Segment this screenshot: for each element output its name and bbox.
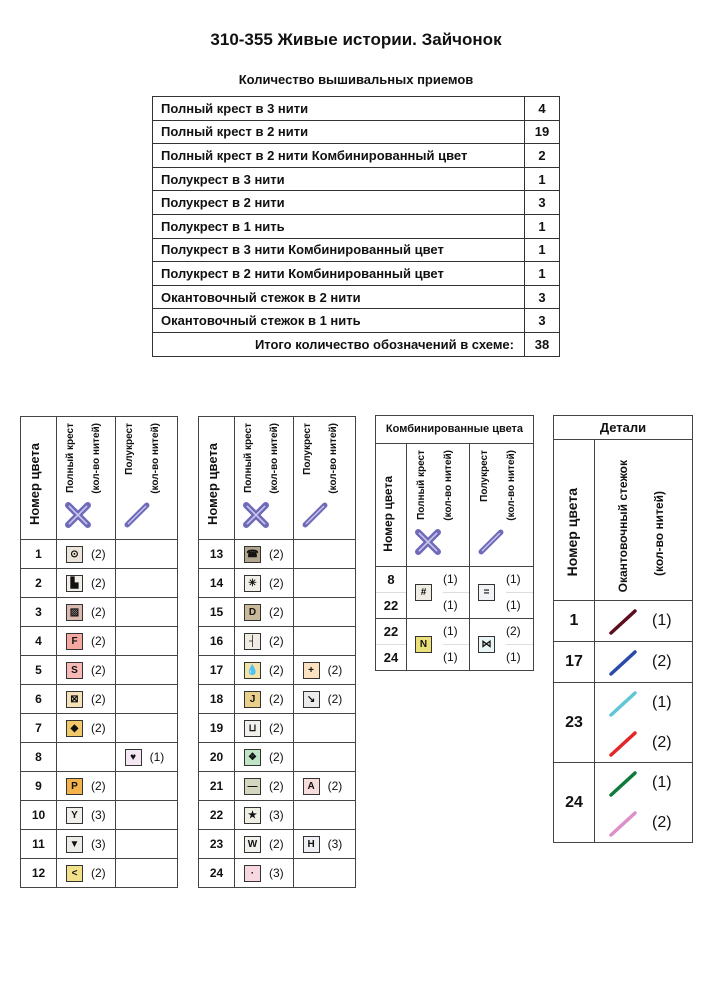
full-cross-count: (2) xyxy=(269,692,284,706)
palette-row xyxy=(21,656,178,685)
summary-value: 2 xyxy=(525,144,560,168)
color-number: 17 xyxy=(199,656,235,685)
summary-row xyxy=(153,120,560,144)
palette-row xyxy=(21,772,178,801)
backstitch-line-icon xyxy=(608,690,638,718)
combined-header-num xyxy=(376,444,407,567)
backstitch-count: (2) xyxy=(652,734,672,751)
full-cross-cell xyxy=(407,567,470,619)
palette-row xyxy=(199,772,356,801)
color-number: 13 xyxy=(199,540,235,569)
summary-total-row xyxy=(153,332,560,356)
palette-row xyxy=(21,830,178,859)
palette-table-left xyxy=(20,416,178,888)
summary-label: Полукрест в 3 нити Комбинированный цвет xyxy=(153,238,525,262)
half-cross-count: (2) xyxy=(327,779,343,793)
palette-row xyxy=(199,627,356,656)
summary-value: 3 xyxy=(525,285,560,309)
summary-label: Полный крест в 3 нити xyxy=(153,97,525,121)
header-thread-count-label: (кол-во нитей) xyxy=(269,423,280,494)
combined-colors-table xyxy=(375,415,534,671)
summary-row xyxy=(153,238,560,262)
full-cross-cell xyxy=(57,569,116,598)
palette-row xyxy=(21,714,178,743)
color-number: 3 xyxy=(21,598,57,627)
half-cross-cell xyxy=(115,656,177,685)
summary-row xyxy=(153,144,560,168)
color-number: 18 xyxy=(199,685,235,714)
full-cross-symbol: < xyxy=(66,865,83,882)
combined-color-numbers xyxy=(376,567,407,619)
header-half-cross-label: Полукрест xyxy=(479,450,490,502)
summary-total-value: 38 xyxy=(525,332,560,356)
full-cross-count: (2) xyxy=(91,576,106,590)
half-cross-cell xyxy=(293,569,355,598)
summary-value: 1 xyxy=(525,262,560,286)
full-cross-cell xyxy=(235,598,294,627)
color-number: 11 xyxy=(21,830,57,859)
summary-label: Окантовочный стежок в 1 нить xyxy=(153,309,525,333)
palette-row xyxy=(21,598,178,627)
full-cross-count: (2) xyxy=(91,721,106,735)
color-number: 10 xyxy=(21,801,57,830)
summary-label: Полукрест в 2 нити xyxy=(153,191,525,215)
full-cross-count: (2) xyxy=(91,634,106,648)
full-cross-symbol: — xyxy=(244,778,261,795)
half-cross-cell xyxy=(293,714,355,743)
combined-header-full xyxy=(407,444,470,567)
half-cross-symbol: ♥ xyxy=(125,749,142,766)
full-cross-cell xyxy=(407,619,470,671)
half-cross-cell xyxy=(293,830,355,859)
full-cross-count: (1) xyxy=(443,650,458,664)
half-cross-count: (2) xyxy=(327,692,343,706)
full-cross-symbol: F xyxy=(66,633,83,650)
full-cross-symbol: ❖ xyxy=(244,749,261,766)
full-cross-symbol: ⊠ xyxy=(66,691,83,708)
summary-row xyxy=(153,309,560,333)
full-cross-symbol: · xyxy=(244,865,261,882)
header-thread-count-label: (кол-во нитей) xyxy=(506,450,517,521)
summary-label: Полукрест в 2 нити Комбинированный цвет xyxy=(153,262,525,286)
summary-total-label: Итого количество обозначений в схеме: xyxy=(153,332,525,356)
color-number: 16 xyxy=(199,627,235,656)
palette-row xyxy=(21,540,178,569)
full-cross-count: (2) xyxy=(269,576,284,590)
half-cross-cell xyxy=(470,567,534,619)
full-cross-symbol: D xyxy=(244,604,261,621)
palette-row xyxy=(21,859,178,888)
header-full-cross xyxy=(235,417,294,540)
full-cross-count: (2) xyxy=(269,750,284,764)
full-cross-cell xyxy=(57,772,116,801)
half-cross-cell xyxy=(115,743,177,772)
header-half-cross xyxy=(115,417,177,540)
full-cross-symbol: ☎ xyxy=(244,546,261,563)
half-cross-count: (2) xyxy=(327,663,343,677)
half-cross-cell xyxy=(293,685,355,714)
details-row xyxy=(554,642,692,683)
details-table xyxy=(553,415,693,843)
header-color-number xyxy=(21,417,57,540)
color-number: 22 xyxy=(376,619,406,645)
header-full-cross-label: Полный крест xyxy=(65,423,76,493)
full-cross-icon xyxy=(415,529,441,555)
full-cross-cell xyxy=(235,627,294,656)
palette-row xyxy=(21,569,178,598)
combined-row xyxy=(376,567,533,619)
full-cross-count: (2) xyxy=(91,779,106,793)
backstitch-count: (1) xyxy=(652,774,672,791)
palette-row xyxy=(199,801,356,830)
combined-colors-title: Комбинированные цвета xyxy=(376,416,533,444)
color-number: 8 xyxy=(376,567,406,593)
palette-header-row xyxy=(199,417,356,540)
full-cross-cell xyxy=(57,859,116,888)
full-cross-count: (2) xyxy=(91,547,106,561)
half-cross-cell xyxy=(293,540,355,569)
summary-value: 4 xyxy=(525,97,560,121)
color-number: 15 xyxy=(199,598,235,627)
color-number: 12 xyxy=(21,859,57,888)
palette-row xyxy=(199,830,356,859)
half-cross-count: (3) xyxy=(327,837,343,851)
summary-value: 1 xyxy=(525,214,560,238)
color-number: 5 xyxy=(21,656,57,685)
half-cross-cell xyxy=(293,772,355,801)
full-cross-icon xyxy=(65,502,91,528)
page-title: 310-355 Живые истории. Зайчонок xyxy=(210,30,502,49)
palette-row xyxy=(21,685,178,714)
full-cross-count: (2) xyxy=(91,866,106,880)
backstitch-count: (1) xyxy=(652,694,672,711)
full-cross-count: (2) xyxy=(269,547,284,561)
combined-row xyxy=(376,619,533,671)
full-cross-symbol: N xyxy=(415,636,432,653)
color-number: 21 xyxy=(199,772,235,801)
header-color-number-label: Номер цвета xyxy=(381,476,395,552)
summary-row xyxy=(153,285,560,309)
half-cross-cell xyxy=(115,540,177,569)
half-cross-cell xyxy=(115,859,177,888)
full-cross-symbol: 💧 xyxy=(244,662,261,679)
full-cross-count: (2) xyxy=(91,605,106,619)
header-thread-count-label: (кол-во нитей) xyxy=(652,491,666,576)
header-color-number-label: Номер цвета xyxy=(205,442,220,525)
backstitch-line-icon xyxy=(608,810,638,838)
color-number: 23 xyxy=(199,830,235,859)
details-title: Детали xyxy=(554,416,692,440)
full-cross-cell xyxy=(235,714,294,743)
summary-value: 1 xyxy=(525,238,560,262)
summary-row xyxy=(153,214,560,238)
backstitch-count: (1) xyxy=(652,612,672,629)
combined-header-half xyxy=(470,444,534,567)
full-cross-count: (2) xyxy=(269,663,284,677)
full-cross-count: (2) xyxy=(269,605,284,619)
full-cross-symbol: ▨ xyxy=(66,604,83,621)
details-header xyxy=(554,440,692,601)
palette-row xyxy=(199,714,356,743)
header-thread-count-label: (кол-во нитей) xyxy=(327,423,339,494)
summary-row xyxy=(153,167,560,191)
combined-color-numbers xyxy=(376,619,407,671)
combined-header-row xyxy=(376,444,533,567)
header-color-number xyxy=(199,417,235,540)
full-cross-cell xyxy=(235,540,294,569)
full-cross-count: (3) xyxy=(91,837,106,851)
full-cross-cell xyxy=(235,656,294,685)
palette-row xyxy=(21,801,178,830)
half-cross-icon xyxy=(478,529,504,555)
full-cross-symbol: ▼ xyxy=(66,836,83,853)
color-number: 4 xyxy=(21,627,57,656)
full-cross-count: (1) xyxy=(443,598,458,612)
full-cross-symbol: ◆ xyxy=(66,720,83,737)
color-number: 17 xyxy=(565,653,583,670)
full-cross-cell xyxy=(57,714,116,743)
palette-row xyxy=(199,859,356,888)
full-cross-cell xyxy=(235,743,294,772)
half-cross-symbol: ⋈ xyxy=(478,636,495,653)
palette-row xyxy=(21,743,178,772)
full-cross-cell xyxy=(235,801,294,830)
palette-row xyxy=(199,569,356,598)
full-cross-symbol: Y xyxy=(66,807,83,824)
backstitch-line-icon xyxy=(608,649,638,677)
details-row xyxy=(554,683,692,763)
full-cross-symbol: # xyxy=(415,584,432,601)
backstitch-line-icon xyxy=(608,730,638,758)
full-cross-symbol: ┤ xyxy=(244,633,261,650)
color-number: 9 xyxy=(21,772,57,801)
half-cross-symbol: = xyxy=(478,584,495,601)
header-half-cross-label: Полукрест xyxy=(123,423,135,475)
color-number: 7 xyxy=(21,714,57,743)
full-cross-cell xyxy=(235,830,294,859)
full-cross-count: (1) xyxy=(443,619,469,645)
summary-label: Окантовочный стежок в 2 нити xyxy=(153,285,525,309)
half-cross-cell xyxy=(293,801,355,830)
half-cross-cell xyxy=(470,619,534,671)
half-cross-cell xyxy=(293,859,355,888)
half-cross-cell xyxy=(293,656,355,685)
color-number: 20 xyxy=(199,743,235,772)
full-cross-icon xyxy=(243,502,269,528)
color-number: 1 xyxy=(569,612,579,629)
full-cross-symbol: P xyxy=(66,778,83,795)
color-number: 22 xyxy=(199,801,235,830)
full-cross-cell xyxy=(57,830,116,859)
half-cross-cell xyxy=(293,627,355,656)
full-cross-cell xyxy=(57,656,116,685)
summary-table xyxy=(152,96,560,357)
half-cross-cell xyxy=(115,685,177,714)
header-full-cross xyxy=(57,417,116,540)
color-number: 6 xyxy=(21,685,57,714)
color-number: 8 xyxy=(21,743,57,772)
full-cross-count: (2) xyxy=(269,634,284,648)
color-number: 24 xyxy=(565,794,583,811)
half-cross-count: (2) xyxy=(506,619,533,645)
palette-row xyxy=(199,656,356,685)
backstitch-count: (2) xyxy=(652,814,672,831)
palette-row xyxy=(199,685,356,714)
summary-heading: Количество вышивальных приемов xyxy=(238,72,474,87)
half-cross-cell xyxy=(115,830,177,859)
half-cross-count: (1) xyxy=(506,650,521,664)
full-cross-count: (3) xyxy=(91,808,106,822)
header-half-cross-label: Полукрест xyxy=(301,423,313,475)
full-cross-symbol: ★ xyxy=(244,807,261,824)
half-cross-cell xyxy=(115,714,177,743)
summary-row xyxy=(153,191,560,215)
header-thread-count-label: (кол-во нитей) xyxy=(149,423,161,494)
summary-label: Полукрест в 1 нить xyxy=(153,214,525,238)
half-cross-cell xyxy=(115,801,177,830)
half-cross-symbol: A xyxy=(303,778,320,795)
summary-value: 1 xyxy=(525,167,560,191)
full-cross-symbol: J xyxy=(244,691,261,708)
color-number: 24 xyxy=(383,650,399,665)
full-cross-symbol: ⊙ xyxy=(66,546,83,563)
half-cross-count: (1) xyxy=(149,750,165,764)
full-cross-cell xyxy=(57,685,116,714)
summary-value: 3 xyxy=(525,191,560,215)
palette-row xyxy=(21,627,178,656)
full-cross-symbol: ✳ xyxy=(244,575,261,592)
full-cross-symbol: W xyxy=(244,836,261,853)
color-number: 19 xyxy=(199,714,235,743)
full-cross-count: (2) xyxy=(269,779,284,793)
full-cross-cell xyxy=(235,859,294,888)
header-color-number-label: Номер цвета xyxy=(564,487,580,576)
half-cross-cell xyxy=(293,743,355,772)
full-cross-count: (2) xyxy=(91,663,106,677)
color-number: 23 xyxy=(565,714,583,731)
full-cross-cell xyxy=(235,685,294,714)
full-cross-count: (1) xyxy=(443,567,469,593)
half-cross-count: (1) xyxy=(506,598,521,612)
full-cross-cell xyxy=(57,627,116,656)
full-cross-symbol: ▙ xyxy=(66,575,83,592)
half-cross-cell xyxy=(115,569,177,598)
summary-value: 3 xyxy=(525,309,560,333)
summary-row xyxy=(153,97,560,121)
header-half-cross xyxy=(293,417,355,540)
summary-label: Полный крест в 2 нити xyxy=(153,120,525,144)
full-cross-cell xyxy=(57,540,116,569)
header-full-cross-label: Полный крест xyxy=(243,423,254,493)
full-cross-count: (2) xyxy=(269,837,284,851)
combined-colors-grid xyxy=(376,444,533,670)
color-number: 24 xyxy=(199,859,235,888)
summary-row xyxy=(153,262,560,286)
header-full-cross-label: Полный крест xyxy=(416,450,427,520)
half-cross-count: (1) xyxy=(506,567,533,593)
backstitch-line-icon xyxy=(608,770,638,798)
backstitch-count: (2) xyxy=(652,653,672,670)
palette-row xyxy=(199,540,356,569)
palette-header-row xyxy=(21,417,178,540)
summary-value: 19 xyxy=(525,120,560,144)
half-cross-cell xyxy=(115,772,177,801)
header-thread-count-label: (кол-во нитей) xyxy=(443,450,454,521)
color-number: 1 xyxy=(21,540,57,569)
color-number: 2 xyxy=(21,569,57,598)
full-cross-count: (3) xyxy=(269,808,284,822)
palette-table-right xyxy=(198,416,356,888)
summary-label: Полный крест в 2 нити Комбинированный цвет xyxy=(153,144,525,168)
color-number: 14 xyxy=(199,569,235,598)
palette-row xyxy=(199,743,356,772)
full-cross-count: (3) xyxy=(269,866,284,880)
header-color-number-label: Номер цвета xyxy=(27,442,42,525)
full-cross-cell xyxy=(57,598,116,627)
full-cross-cell xyxy=(235,569,294,598)
header-backstitch-label: Окантовочный стежок xyxy=(616,459,630,592)
half-cross-icon xyxy=(302,502,328,528)
full-cross-cell xyxy=(235,772,294,801)
summary-label: Полукрест в 3 нити xyxy=(153,167,525,191)
header-thread-count-label: (кол-во нитей) xyxy=(91,423,102,494)
half-cross-symbol: H xyxy=(303,836,320,853)
half-cross-cell xyxy=(115,627,177,656)
palette-row xyxy=(199,598,356,627)
full-cross-symbol: S xyxy=(66,662,83,679)
full-cross-count: (2) xyxy=(91,692,106,706)
full-cross-count: (2) xyxy=(269,721,284,735)
details-row xyxy=(554,763,692,842)
half-cross-icon xyxy=(124,502,150,528)
details-row xyxy=(554,601,692,642)
backstitch-line-icon xyxy=(608,608,638,636)
color-number: 22 xyxy=(383,598,399,613)
half-cross-cell xyxy=(293,598,355,627)
half-cross-symbol: ↘ xyxy=(303,691,320,708)
half-cross-symbol: + xyxy=(303,662,320,679)
full-cross-cell xyxy=(57,801,116,830)
full-cross-cell xyxy=(57,743,116,772)
half-cross-cell xyxy=(115,598,177,627)
full-cross-symbol: ⊔ xyxy=(244,720,261,737)
